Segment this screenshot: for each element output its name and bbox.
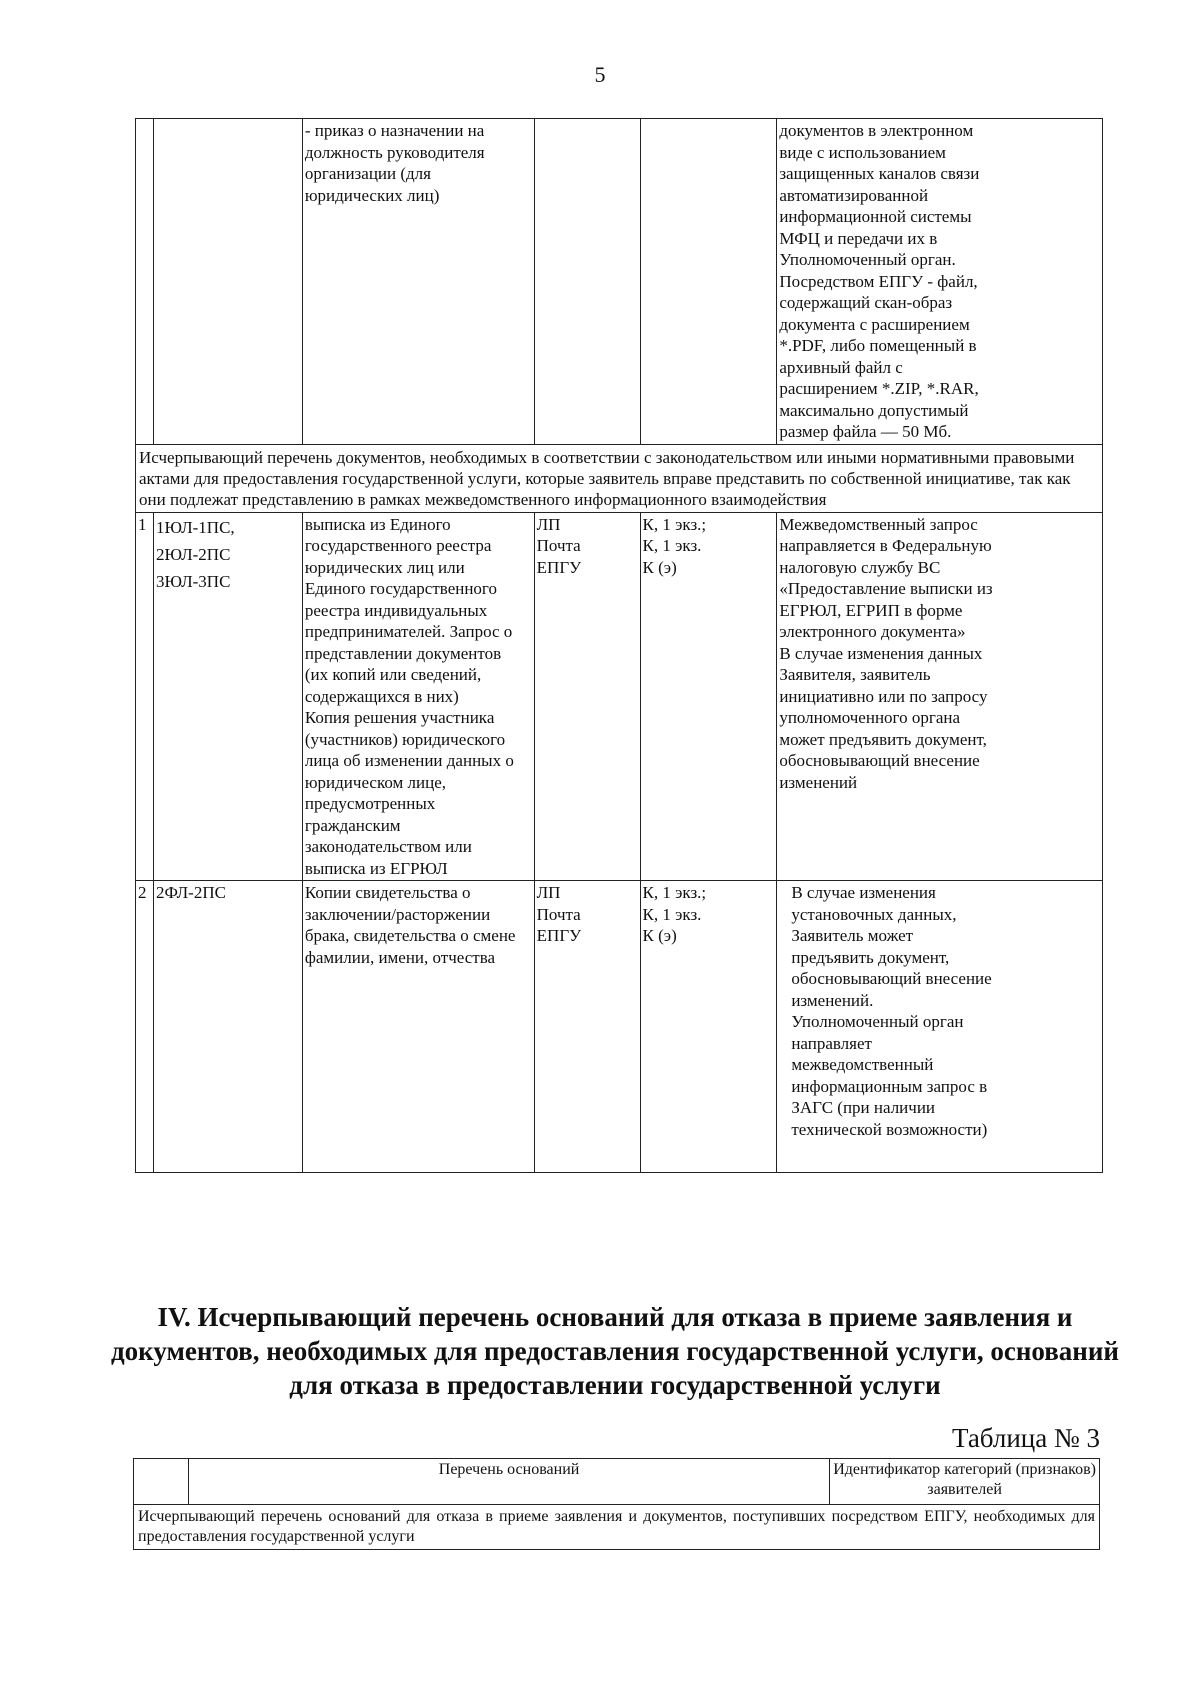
notes: Межведомственный запрос направляется в Федеральную налоговую службу ВС «Предоставление выписки из ЕГРЮЛ, ЕГРИП в форме электронного документа» В случае изменения данных Заявителя, заявитель инициативно или по запросу уполномоченного органа может предъявить документ, обосновывающий внесение изменений <box>777 512 1103 881</box>
table-header-cell: Перечень оснований <box>188 1459 829 1505</box>
table-header-cell <box>134 1459 189 1505</box>
submission-methods: ЛП Почта ЕПГУ <box>534 881 640 1173</box>
document-form: К, 1 экз.; К, 1 экз. К (э) <box>640 512 777 881</box>
document-description: выписка из Единого государственного реестра юридических лиц или Единого государственного реестра индивидуальных предпринимателей. Запрос о представлении документов (их копий или сведений, содержащихся в них) Копия решения участника (участников) юридического лица об изменении данных о юридическом лице, предусмотренных гражданским законодательством или выписка из ЕГРЮЛ <box>302 512 534 881</box>
table-cell <box>534 119 640 445</box>
refusal-grounds-table <box>133 1458 1100 1550</box>
table-cell <box>136 119 154 445</box>
document-description: Копии свидетельства о заключении/расторжении брака, свидетельства о смене фамилии, имени, отчества <box>302 881 534 1173</box>
row-number: 2 <box>136 881 154 1173</box>
page-number: 5 <box>594 62 606 87</box>
table-row <box>136 512 1103 881</box>
document-form: К, 1 экз.; К, 1 экз. К (э) <box>640 881 777 1173</box>
applicant-codes: 2ФЛ-2ПС <box>153 881 302 1173</box>
table-caption: Таблица № 3 <box>952 1423 1100 1453</box>
applicant-codes: 1ЮЛ-1ПС, 2ЮЛ-2ПС 3ЮЛ-3ПС <box>153 512 302 881</box>
table-row <box>136 119 1103 445</box>
section-header-row <box>134 1505 1100 1550</box>
table-cell: - приказ о назначении на должность руководителя организации (для юридических лиц) <box>302 119 534 445</box>
table-cell: документов в электронном виде с использованием защищенных каналов связи автоматизированной информационной системы МФЦ и передачи их в Уполномоченный орган. Посредством ЕПГУ - файл, содержащий скан-образ документа с расширением *.PDF, либо помещенный в архивный файл с расширением *.ZIP, *.RAR, максимально допустимый размер файла — 50 Мб. <box>777 119 1103 445</box>
section-header-row <box>136 444 1103 512</box>
table-cell <box>153 119 302 445</box>
row-number: 1 <box>136 512 154 881</box>
documents-table <box>135 118 1103 1173</box>
notes: В случае изменения установочных данных, Заявитель может предъявить документ, обосновывающий внесение изменений. Уполномоченный орган направляет межведомственный информационным запрос в ЗАГС (при наличии технической возможности) <box>777 881 1103 1173</box>
table-header-cell: Идентификатор категорий (признаков) заявителей <box>830 1459 1100 1505</box>
section-title: IV. Исчерпывающий перечень оснований для отказа в приеме заявления и документов, необходимых для предоставления государственной услуги, оснований для отказа в предоставлении государственной услуги <box>111 1302 1119 1400</box>
section-header: Исчерпывающий перечень документов, необходимых в соответствии с законодательством или иными нормативными правовыми актами для предоставления государственной услуги, которые заявитель вправе представить по собственной инициативе, так как они подлежат представлению в рамках межведомственного информационного взаимодействия <box>136 444 1103 512</box>
table-cell <box>640 119 777 445</box>
table-header-row <box>134 1459 1100 1505</box>
section-header: Исчерпывающий перечень оснований для отказа в приеме заявления и документов, поступивших посредством ЕПГУ, необходимых для предоставления государственной услуги <box>134 1505 1100 1550</box>
table-row <box>136 881 1103 1173</box>
submission-methods: ЛП Почта ЕПГУ <box>534 512 640 881</box>
